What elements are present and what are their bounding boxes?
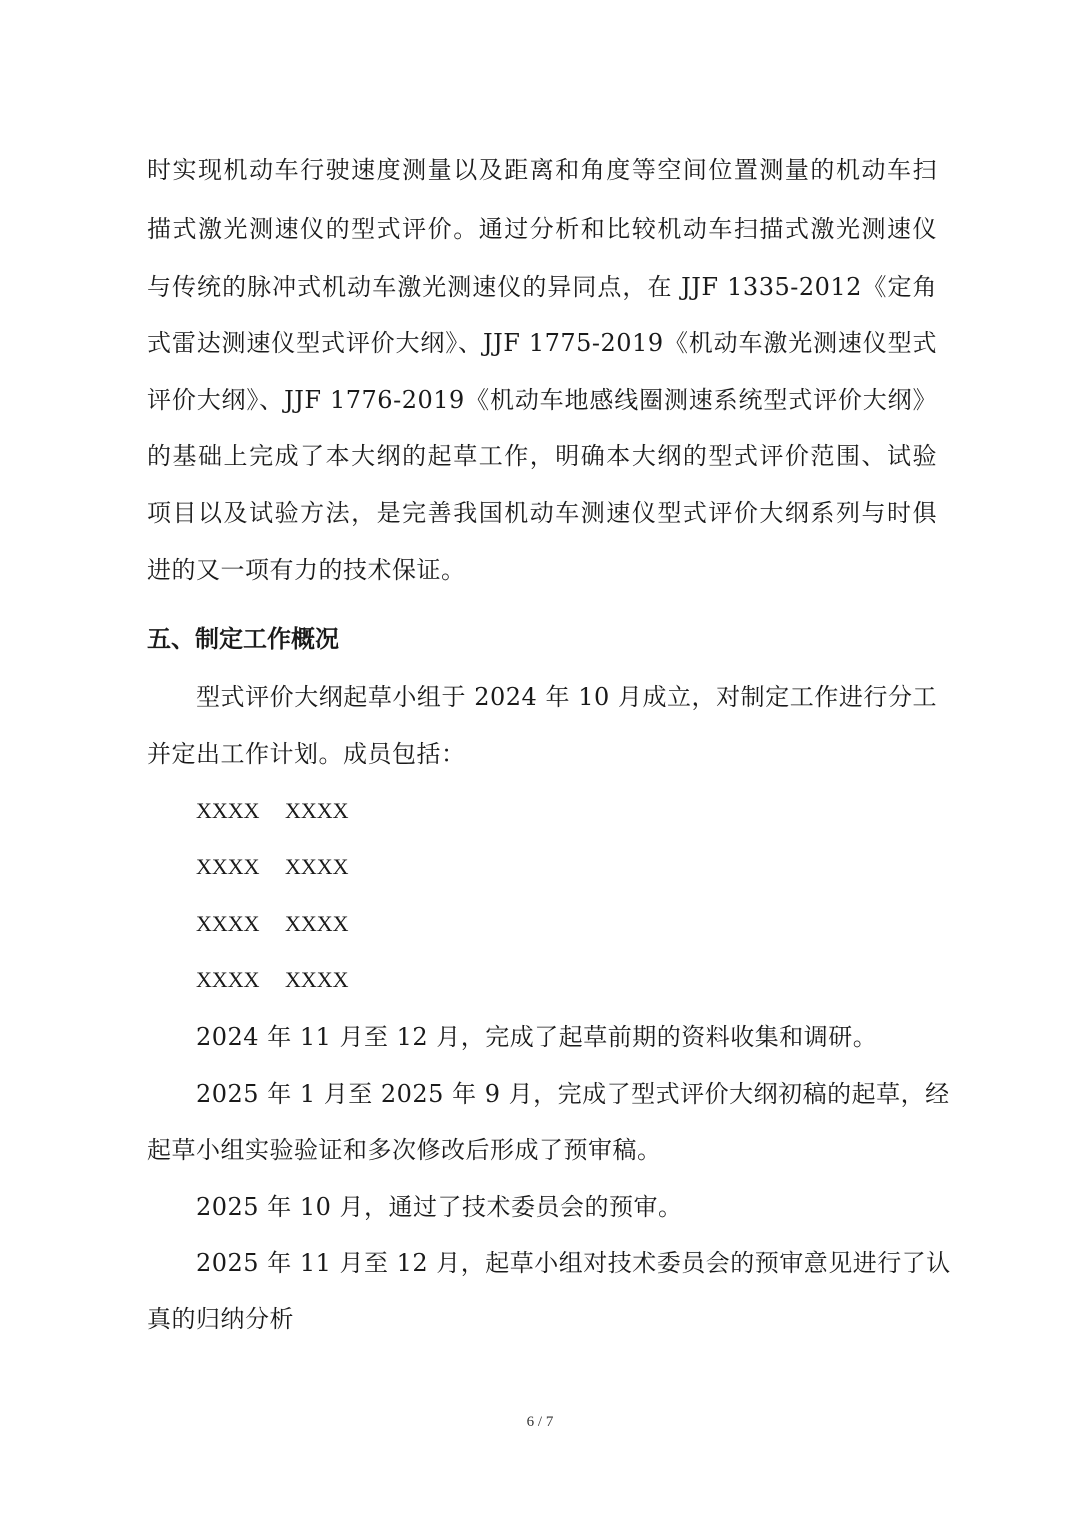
member-row [196, 963, 374, 997]
body-text-line: 2025 年 1 月至 2025 年 9 月，完成了型式评价大纲初稿的起草，经 [196, 1080, 950, 1108]
member-name: XXXX [196, 967, 260, 992]
body-text-line: 项目以及试验方法，是完善我国机动车测速仪型式评价大纲系列与时俱 [147, 499, 937, 527]
body-text-line: 2024 年 11 月至 12 月，完成了起草前期的资料收集和调研。 [196, 1023, 878, 1051]
member-row [196, 850, 374, 884]
body-text-line: 进的又一项有力的技术保证。 [147, 556, 466, 584]
body-text-line: 与传统的脉冲式机动车激光测速仪的异同点，在 JJF 1335-2012《定角 [147, 273, 937, 301]
member-name: XXXX [285, 911, 349, 936]
member-name: XXXX [285, 854, 349, 879]
body-text-line: 型式评价大纲起草小组于 2024 年 10 月成立，对制定工作进行分工 [196, 683, 937, 711]
member-name: XXXX [196, 911, 260, 936]
member-row [196, 907, 374, 941]
member-name: XXXX [196, 854, 260, 879]
body-text-line: 的基础上完成了本大纲的起草工作，明确本大纲的型式评价范围、试验 [147, 442, 937, 470]
page-number: 6 / 7 [526, 1414, 554, 1430]
body-text-line: 并定出工作计划。成员包括： [147, 740, 466, 768]
body-text-line: 评价大纲》、JJF 1776-2019《机动车地感线圈测速系统型式评价大纲》 [147, 386, 937, 414]
body-text-line: 式雷达测速仪型式评价大纲》、JJF 1775-2019《机动车激光测速仪型式 [147, 329, 937, 357]
body-text-line: 时实现机动车行驶速度测量以及距离和角度等空间位置测量的机动车扫 [147, 156, 937, 184]
member-name: XXXX [285, 798, 349, 823]
member-name: XXXX [196, 798, 260, 823]
body-text-line: 真的归纳分析 [147, 1305, 294, 1333]
body-text-line: 描式激光测速仪的型式评价。通过分析和比较机动车扫描式激光测速仪 [147, 215, 937, 243]
member-name: XXXX [285, 967, 349, 992]
member-row [196, 794, 374, 828]
body-text-line: 起草小组实验验证和多次修改后形成了预审稿。 [147, 1136, 662, 1164]
body-text-line: 2025 年 11 月至 12 月，起草小组对技术委员会的预审意见进行了认 [196, 1249, 951, 1277]
body-text-line: 2025 年 10 月，通过了技术委员会的预审。 [196, 1193, 683, 1221]
section-heading: 五、制定工作概况 [147, 625, 339, 653]
